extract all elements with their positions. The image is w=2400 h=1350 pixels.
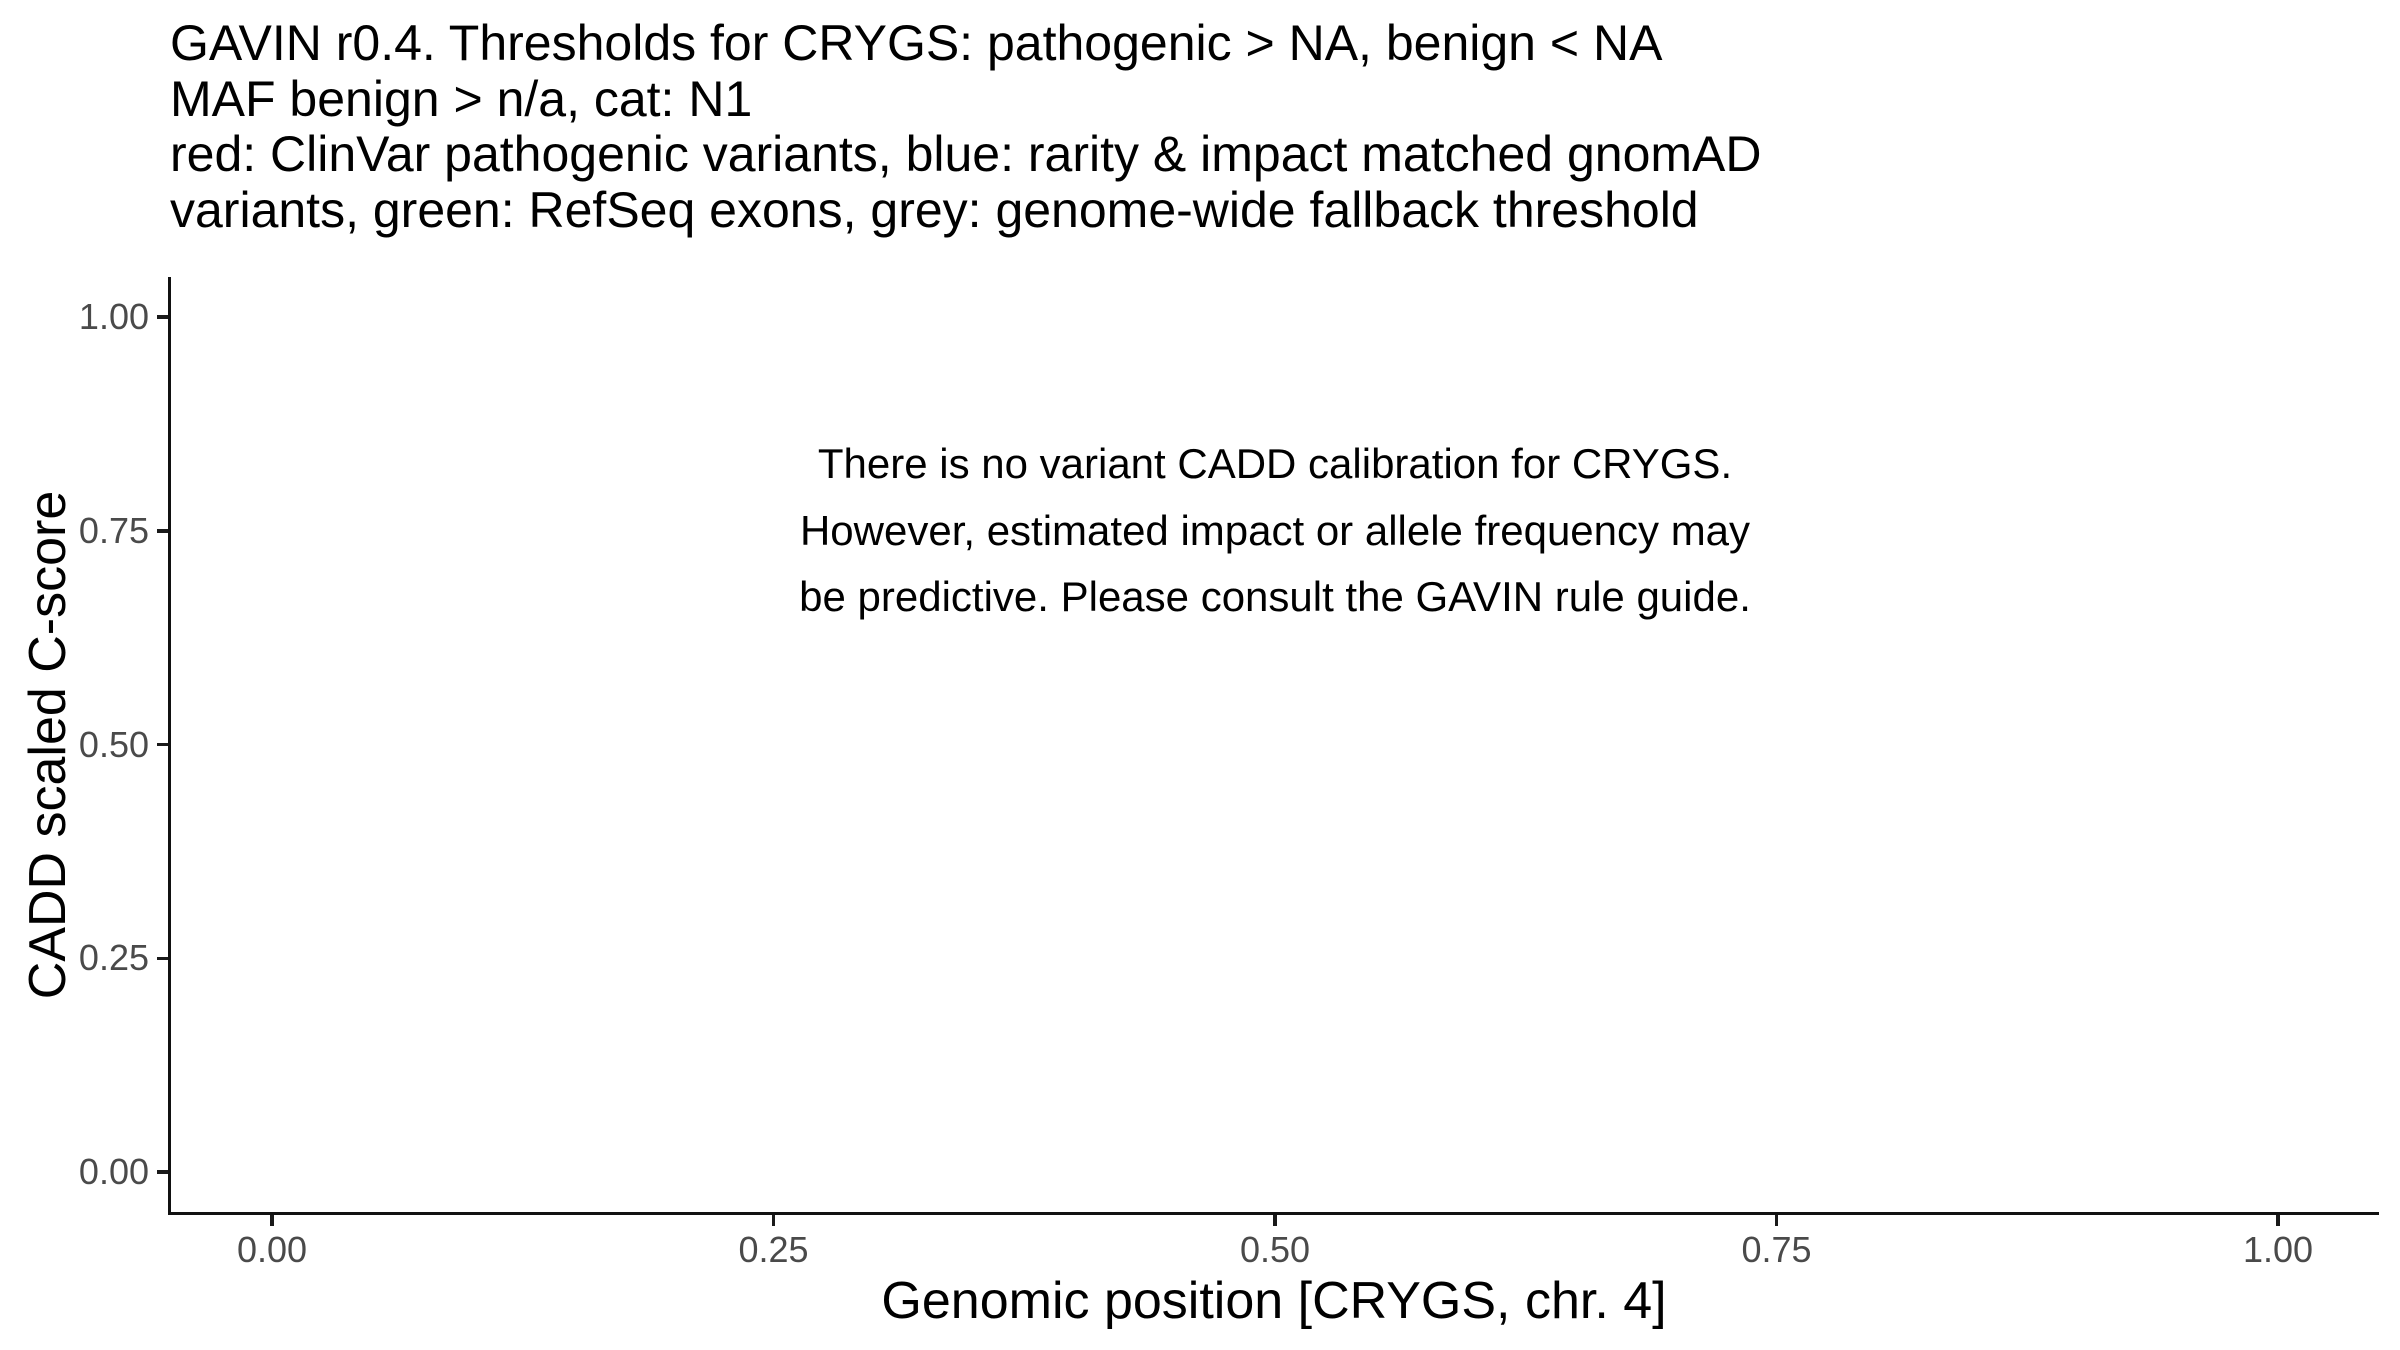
y-tick-label: 0.25: [78, 937, 149, 979]
y-axis-line: [168, 277, 172, 1215]
plot-title-line-2: MAF benign > n/a, cat: N1: [170, 70, 753, 127]
x-axis-title: Genomic position [CRYGS, chr. 4]: [881, 1272, 1667, 1330]
x-tick-label: 0.75: [1741, 1229, 1812, 1270]
x-tick-label: 1.00: [2242, 1229, 2314, 1270]
plot-title-line-1: GAVIN r0.4. Thresholds for CRYGS: pathogenic > NA, benign < NA: [170, 15, 1663, 71]
y-tick-0.75: [157, 529, 168, 533]
annotation-text: [475, 431, 2075, 631]
x-tick-0.75: [1775, 1215, 1779, 1226]
plot-title-line-3: red: ClinVar pathogenic variants, blue: rarity & impact matched gnomAD: [170, 126, 1762, 182]
y-tick-0.00: [157, 1170, 168, 1174]
x-tick-0.00: [270, 1215, 274, 1226]
y-tick-0.50: [157, 743, 168, 747]
plot-title-line-4: variants, green: RefSeq exons, grey: genome-wide fallback threshold: [170, 181, 1699, 238]
x-tick-label: 0.25: [738, 1229, 809, 1270]
y-tick-label: 0.50: [78, 723, 149, 765]
x-tick-0.50: [1273, 1215, 1277, 1226]
annotation-line-3: be predictive. Please consult the GAVIN rule guide.: [799, 573, 1751, 620]
y-tick-1.00: [157, 315, 168, 319]
x-tick-label: 0.00: [236, 1229, 308, 1270]
y-tick-0.25: [157, 957, 168, 961]
y-tick-label: 0.00: [78, 1151, 149, 1192]
y-tick-label: 0.75: [78, 509, 149, 551]
annotation-line-2: However, estimated impact or allele frequency may: [799, 506, 1751, 554]
plot-title: [170, 16, 1761, 238]
y-axis-title: CADD scaled C-score: [19, 490, 77, 1000]
x-tick-1.00: [2276, 1215, 2280, 1226]
x-tick-0.25: [772, 1215, 776, 1226]
annotation-line-1: There is no variant CADD calibration for CRYGS.: [817, 440, 1733, 487]
y-tick-label: 1.00: [78, 296, 149, 337]
x-tick-label: 0.50: [1239, 1229, 1311, 1270]
